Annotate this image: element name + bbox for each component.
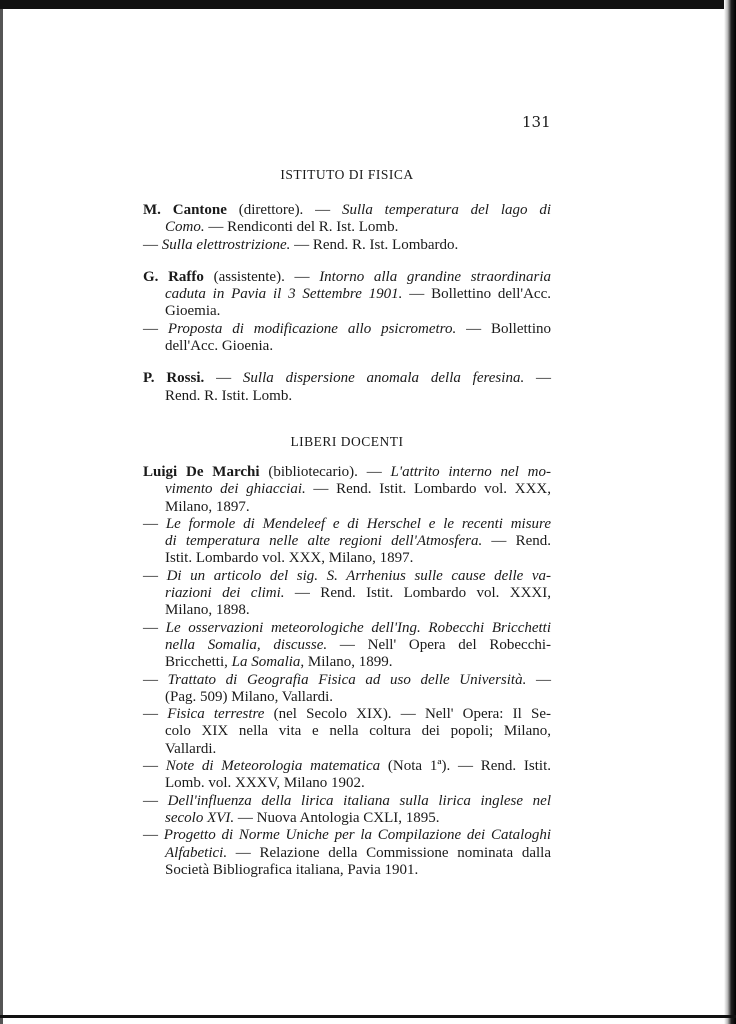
- citation-text: (nel Secolo XIX). — Nell' Opera: Il Se-: [264, 706, 552, 723]
- text-line: [143, 202, 551, 219]
- citation-text: —: [524, 370, 552, 387]
- citation-text: (direttore). —: [226, 202, 342, 218]
- citation-text: —: [143, 567, 167, 584]
- citation-text: —: [143, 515, 166, 532]
- work-title: vimento dei ghiacciai.: [165, 481, 306, 498]
- text-line: [143, 303, 551, 320]
- citation-text: colo XIX nella vita e nella coltura dei popoli; Milano,: [165, 723, 551, 740]
- work-title: caduta in Pavia il 3 Settembre 1901.: [165, 286, 403, 303]
- text-line: [143, 637, 551, 654]
- citation-text: Bricchetti,: [165, 654, 232, 671]
- citation-text: — Nuova Antologia CXLI, 1895.: [234, 809, 440, 826]
- work-title: Sulla temperatura del lago di: [341, 202, 551, 218]
- work-title: Intorno alla grandine straordinaria: [319, 268, 552, 285]
- text-line: [143, 550, 551, 567]
- citation-text: —: [143, 792, 168, 809]
- text-line: [143, 741, 551, 758]
- citation-text: — Bollettino dell'Acc.: [402, 286, 551, 303]
- citation-text: — Rend. Istit. Lombardo vol. XXX,: [305, 481, 551, 498]
- text-line: [143, 620, 551, 637]
- work-title: Progetto di Norme Uniche per la Compilazione dei Cataloghi: [163, 827, 552, 844]
- citation-text: , Milano, 1899.: [300, 654, 393, 671]
- text-line: [143, 237, 551, 254]
- text-line: [143, 286, 551, 303]
- text-line: [143, 672, 551, 689]
- bibliography-entry: [143, 370, 551, 405]
- bibliography-entry: [143, 202, 551, 237]
- work-title: Sulla dispersione anomala della feresina.: [242, 370, 525, 387]
- text-line: [143, 388, 551, 405]
- work-title: nella Somalia, discusse.: [165, 636, 328, 653]
- citation-text: — Bollettino: [456, 320, 552, 337]
- text-line: [143, 269, 551, 286]
- citation-text: dell'Acc. Gioenia.: [165, 338, 274, 355]
- citation-text: — Relazione della Commissione nominata dalla: [227, 844, 551, 861]
- text-line: [143, 862, 551, 879]
- work-title: Dell'influenza della lirica italiana sulla lirica inglese nel: [167, 792, 551, 809]
- text-line: [143, 775, 551, 792]
- citation-text: Istit. Lombardo vol. XXX, Milano, 1897.: [165, 550, 414, 567]
- bibliography-entry: [143, 516, 551, 568]
- section-heading: ISTITUTO DI FISICA: [280, 167, 414, 182]
- text-line: [143, 758, 551, 775]
- text-line: [143, 706, 551, 723]
- text-line: [143, 219, 551, 236]
- text-line: [143, 654, 551, 671]
- citation-text: Rend. R. Istit. Lomb.: [165, 387, 293, 404]
- bibliography-entry: [143, 827, 551, 879]
- page-number: 131: [522, 113, 551, 131]
- text-line: [143, 516, 551, 533]
- citation-text: —: [143, 236, 162, 253]
- text-line: [143, 370, 551, 387]
- citation-text: —: [143, 758, 166, 775]
- citation-text: —: [143, 706, 168, 723]
- bibliography-entry: [143, 793, 551, 828]
- work-title: Como.: [165, 219, 205, 236]
- text-line: [143, 499, 551, 516]
- bibliography-entry: [143, 237, 551, 254]
- work-title: Alfabetici.: [165, 844, 228, 861]
- citation-text: (assistente). —: [203, 268, 320, 285]
- author-name: G. Raffo: [143, 268, 204, 285]
- citation-text: — Rend. Istit. Lombardo vol. XXXI,: [284, 585, 552, 602]
- bibliography-entry: [143, 620, 551, 672]
- text-line: [143, 810, 551, 827]
- work-title: Note di Meteorologia matematica: [165, 758, 381, 775]
- text-line: [143, 585, 551, 602]
- work-title: Fisica terrestre: [167, 706, 265, 723]
- citation-text: Società Bibliografica italiana, Pavia 1901.: [165, 861, 419, 878]
- work-title: Di un articolo del sig. S. Arrhenius sulle cause delle va-: [166, 567, 552, 584]
- text-line: [143, 827, 551, 844]
- citation-text: —: [143, 619, 166, 636]
- bibliography-entry: [143, 464, 551, 516]
- text-line: [143, 481, 551, 498]
- work-title: Trattato di Geografia Fisica ad uso delle Università.: [167, 671, 527, 688]
- work-title: La Somalia: [231, 654, 301, 671]
- citation-text: Lomb. vol. XXXV, Milano 1902.: [165, 775, 365, 792]
- citation-text: (Nota 1ª). — Rend. Istit.: [380, 758, 551, 775]
- bibliography-entry: [143, 758, 551, 793]
- section-heading: LIBERI DOCENTI: [290, 433, 404, 449]
- citation-text: — Nell' Opera del Robecchi-: [327, 636, 552, 653]
- text-line: [143, 602, 551, 619]
- citation-text: Vallardi.: [165, 740, 217, 757]
- citation-text: — Rendiconti del R. Ist. Lomb.: [204, 219, 399, 236]
- work-title: L'attrito interno nel mo-: [390, 463, 551, 480]
- citation-text: (Pag. 509) Milano, Vallardi.: [165, 688, 334, 705]
- text-line: [143, 464, 551, 481]
- citation-text: —: [204, 370, 243, 387]
- author-name: P. Rossi.: [143, 370, 205, 387]
- citation-text: —: [526, 671, 551, 688]
- bibliography-entry: [143, 269, 551, 321]
- text-line: [143, 723, 551, 740]
- work-title: Le osservazioni meteorologiche dell'Ing. Robecchi Bricchetti: [165, 619, 552, 636]
- text-line: [143, 321, 551, 338]
- page-body: [143, 166, 551, 894]
- scan-bottom-border: [0, 1015, 736, 1018]
- scan-left-edge: [0, 0, 3, 1024]
- work-title: Proposta di modificazione allo psicrometro.: [167, 320, 457, 337]
- work-title: riazioni dei climi.: [165, 585, 285, 602]
- work-title: Sulla elettrostrizione.: [161, 236, 291, 253]
- author-name: M. Cantone: [143, 202, 227, 218]
- citation-text: —: [143, 671, 168, 688]
- citation-text: — Rend.: [482, 533, 551, 550]
- text-line: [143, 533, 551, 550]
- citation-text: —: [143, 827, 164, 844]
- text-line: [143, 568, 551, 585]
- citation-text: (bibliotecario). —: [259, 463, 391, 480]
- bibliography-entry: [143, 672, 551, 707]
- bibliography-entry: [143, 568, 551, 620]
- work-title: secolo XVI.: [165, 809, 235, 826]
- citation-text: Milano, 1897.: [165, 498, 250, 515]
- citation-text: Gioemia.: [165, 303, 221, 320]
- text-line: [143, 793, 551, 810]
- author-name: Luigi De Marchi: [143, 463, 260, 480]
- scan-right-edge: [724, 0, 736, 1024]
- citation-text: — Rend. R. Ist. Lombardo.: [290, 236, 459, 253]
- work-title: Le formole di Mendeleef e di Herschel e le recenti misure: [165, 515, 551, 532]
- bibliography-entry: [143, 706, 551, 758]
- citation-text: Milano, 1898.: [165, 602, 250, 619]
- scan-top-border: [0, 0, 736, 9]
- text-line: [143, 845, 551, 862]
- work-title: di temperatura nelle alte regioni dell'Atmosfera.: [165, 533, 483, 550]
- text-line: [143, 338, 551, 355]
- bibliography-entry: [143, 321, 551, 356]
- text-line: [143, 689, 551, 706]
- citation-text: —: [143, 320, 168, 337]
